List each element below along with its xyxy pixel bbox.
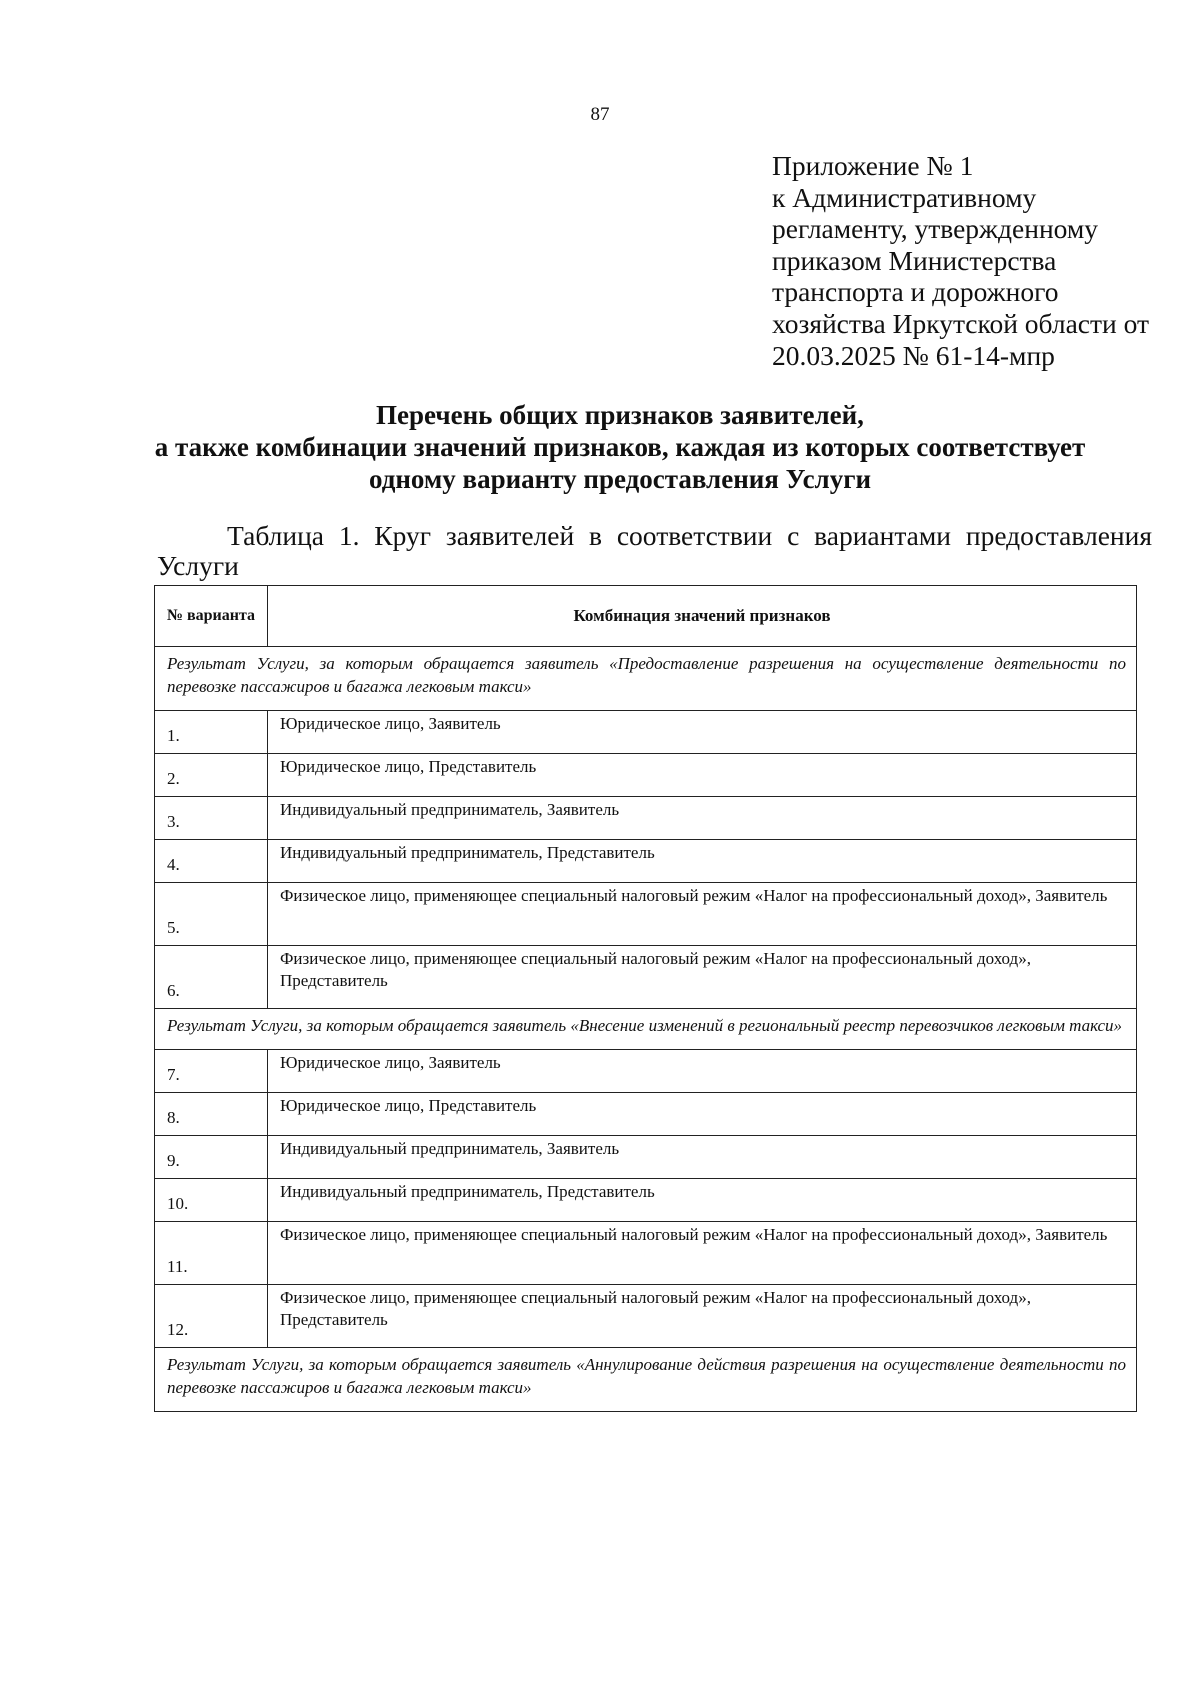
variant-number: 10.: [155, 1179, 268, 1222]
variant-number: 2.: [155, 754, 268, 797]
table-row: [155, 797, 1137, 840]
table-row: [155, 840, 1137, 883]
table-caption-line: Услуги: [157, 550, 239, 581]
header-variant-number: № варианта: [155, 586, 268, 647]
document-title: [100, 399, 1140, 495]
variant-combination: Юридическое лицо, Заявитель: [268, 1050, 1137, 1093]
table-row: [155, 1093, 1137, 1136]
variant-combination: Физическое лицо, применяющее специальный налоговый режим «Налог на профессиональный доход», Заявитель: [268, 1222, 1137, 1285]
table-row: [155, 1179, 1137, 1222]
table-row: [155, 711, 1137, 754]
result-text: Результат Услуги, за которым обращается заявитель «Внесение изменений в региональный реестр перевозчиков легковым такси»: [155, 1009, 1137, 1050]
page-number: 87: [590, 104, 610, 125]
table-caption-line: Таблица 1. Круг заявителей в соответствии с вариантами предоставления: [227, 520, 1152, 551]
variant-number: 1.: [155, 711, 268, 754]
appendix-line: регламенту, утвержденному: [772, 213, 1099, 245]
result-row: [155, 647, 1137, 711]
variant-number: 4.: [155, 840, 268, 883]
variant-number: 8.: [155, 1093, 268, 1136]
variants-table: [154, 585, 1137, 1412]
table-row: [155, 754, 1137, 797]
result-text: Результат Услуги, за которым обращается заявитель «Аннулирование действия разрешения на осуществление деятельности по перевозке пассажиров и багажа легковым такси»: [155, 1348, 1137, 1412]
header-combination: Комбинация значений признаков: [268, 586, 1137, 647]
variant-combination: Физическое лицо, применяющее специальный налоговый режим «Налог на профессиональный доход», Представитель: [268, 946, 1137, 1009]
variant-number: 6.: [155, 946, 268, 1009]
result-row: [155, 1009, 1137, 1050]
appendix-line: Приложение № 1: [772, 150, 974, 181]
appendix-line: транспорта и дорожного: [772, 276, 1059, 308]
table-caption: [157, 521, 1152, 581]
variant-number: 7.: [155, 1050, 268, 1093]
title-line: а также комбинации значений признаков, каждая из которых соответствует: [154, 432, 1086, 462]
title-line: Перечень общих признаков заявителей,: [376, 400, 864, 430]
appendix-line: приказом Министерства: [772, 244, 1057, 276]
table-row: [155, 1285, 1137, 1348]
variant-number: 12.: [155, 1285, 268, 1348]
table-header-row: [155, 586, 1137, 647]
variant-combination: Индивидуальный предприниматель, Заявитель: [268, 1136, 1137, 1179]
variant-combination: Юридическое лицо, Заявитель: [268, 711, 1137, 754]
appendix-line: к Административному: [772, 181, 1037, 213]
appendix-line: 20.03.2025 № 61-14-мпр: [772, 339, 1055, 371]
table-row: [155, 946, 1137, 1009]
variant-combination: Индивидуальный предприниматель, Заявитель: [268, 797, 1137, 840]
table-row: [155, 1050, 1137, 1093]
variant-number: 11.: [155, 1222, 268, 1285]
variant-combination: Юридическое лицо, Представитель: [268, 754, 1137, 797]
variant-combination: Индивидуальный предприниматель, Представитель: [268, 1179, 1137, 1222]
appendix-line: хозяйства Иркутской области от: [772, 307, 1150, 339]
result-row: [155, 1348, 1137, 1412]
variant-combination: Физическое лицо, применяющее специальный налоговый режим «Налог на профессиональный доход», Заявитель: [268, 883, 1137, 946]
title-line: одному варианту предоставления Услуги: [368, 464, 872, 494]
variant-number: 3.: [155, 797, 268, 840]
table-row: [155, 1222, 1137, 1285]
variant-combination: Физическое лицо, применяющее специальный налоговый режим «Налог на профессиональный доход», Представитель: [268, 1285, 1137, 1348]
table-row: [155, 1136, 1137, 1179]
variant-combination: Индивидуальный предприниматель, Представитель: [268, 840, 1137, 883]
table-row: [155, 883, 1137, 946]
appendix-reference: [772, 150, 1172, 371]
variant-combination: Юридическое лицо, Представитель: [268, 1093, 1137, 1136]
result-text: Результат Услуги, за которым обращается заявитель «Предоставление разрешения на осуществление деятельности по перевозке пассажиров и багажа легковым такси»: [155, 647, 1137, 711]
variant-number: 5.: [155, 883, 268, 946]
variant-number: 9.: [155, 1136, 268, 1179]
